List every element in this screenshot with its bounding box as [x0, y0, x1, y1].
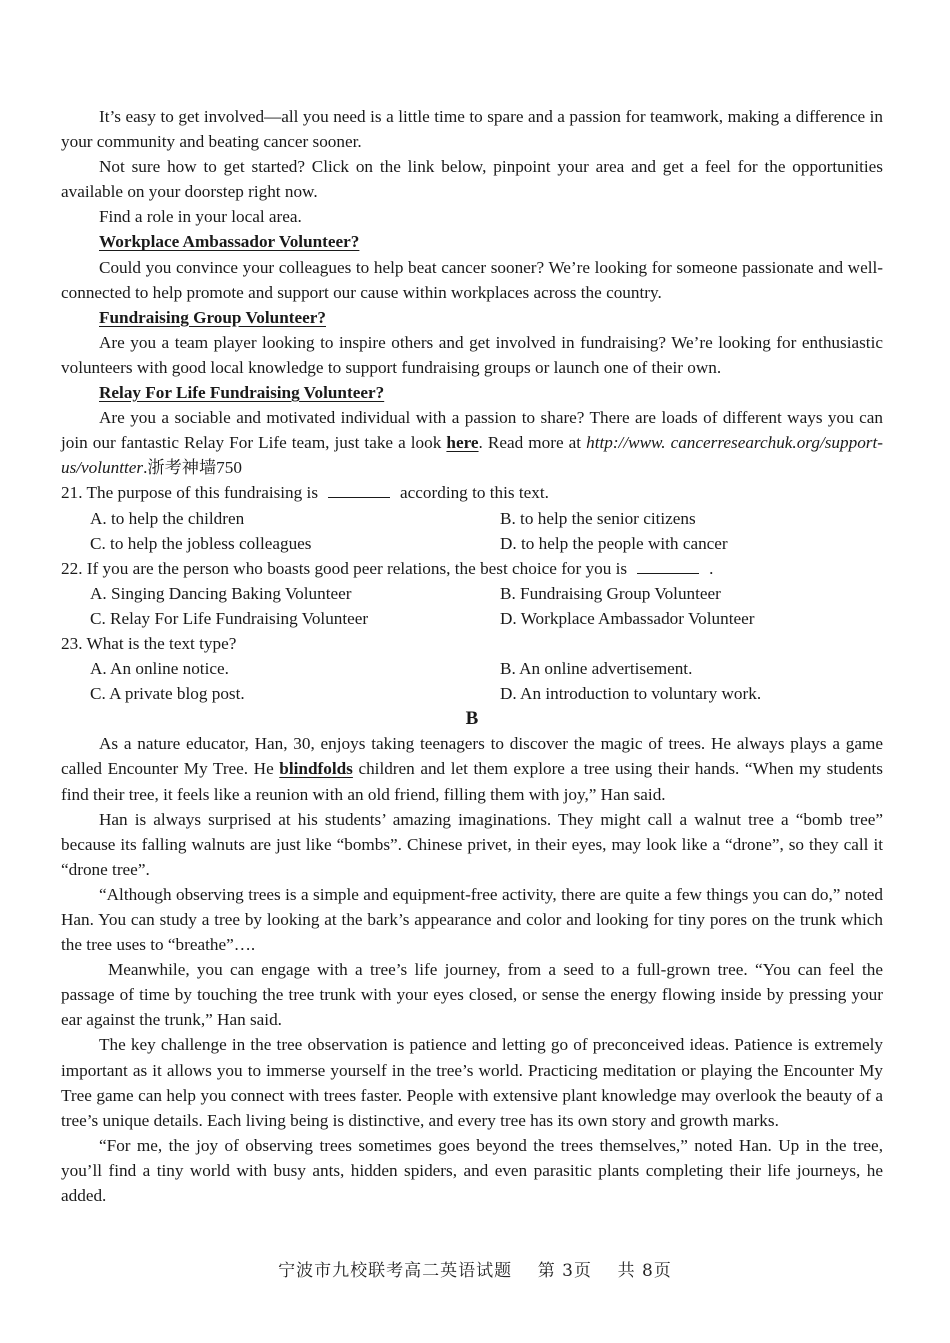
role-heading-fundraising-group: Fundraising Group Volunteer? — [99, 307, 326, 327]
options-row — [61, 581, 883, 606]
role-heading-workplace-ambassador: Workplace Ambassador Volunteer? — [99, 232, 360, 252]
role-heading-relay-for-life: Relay For Life Fundraising Volunteer? — [99, 383, 385, 403]
page-footer — [0, 1256, 950, 1281]
options-row — [61, 506, 883, 531]
question-23: 23. What is the text type? — [61, 633, 237, 653]
intro-paragraph: It’s easy to get involved—all you need is a little time to spare and a passion for teamwork, making a difference in your community and beating cancer sooner. — [61, 107, 883, 152]
passage-b-paragraph: “Although observing trees is a simple and equipment-free activity, there are quite a few things you can do,” noted Han. You can study a tree by looking at the bark’s appearance and color and looking for tiny pores on the trunk which the tree uses to “breathe”…. — [61, 884, 883, 955]
passage-b-paragraph: Meanwhile, you can engage with a tree’s life journey, from a seed to a full-grown tree. “You can feel the passage of time by touching the tree trunk with your eyes closed, or sense the energy flowing inside by pressing your ear against the trunk,” Han said. — [61, 960, 883, 1030]
section-label: B — [465, 708, 479, 730]
options-row — [61, 656, 883, 681]
option-a: A. Singing Dancing Baking Volunteer — [90, 583, 352, 603]
question-22: 22. If you are the person who boasts good peer relations, the best choice for you is . — [61, 558, 714, 578]
intro-paragraph: Find a role in your local area. — [99, 207, 302, 227]
keyword-blindfolds: blindfolds — [279, 759, 353, 779]
option-a: A. An online notice. — [90, 659, 229, 679]
options-row — [61, 606, 883, 631]
option-c: C. Relay For Life Fundraising Volunteer — [90, 608, 369, 628]
exam-title: 宁波市九校联考高二英语试题 — [278, 1261, 513, 1281]
options-row — [61, 531, 883, 556]
option-a: A. to help the children — [90, 508, 245, 528]
page-number: 第 3页 — [537, 1261, 592, 1281]
passage-b-paragraph: Han is always surprised at his students’ amazing imaginations. They might call a walnut tree a “bomb tree” because its falling walnuts are just like “bombs”. Chinese privet, in their eyes, may look like a “drone”, so they call it “drone tree”. — [61, 809, 883, 879]
exam-page — [61, 104, 883, 1208]
option-b: B. to help the senior citizens — [500, 508, 696, 528]
option-d: D. An introduction to voluntary work. — [500, 684, 762, 704]
option-d: D. Workplace Ambassador Volunteer — [500, 608, 755, 628]
total-pages: 共 8页 — [617, 1261, 672, 1281]
option-c: C. A private blog post. — [90, 684, 245, 704]
passage-b-paragraph: The key challenge in the tree observation is patience and letting go of preconceived ideas. Patience is extremely important as it allows you to immerse yourself in the tree’s world. Practicing meditation or playing the Encounter My Tree game can help you connect with trees faster. People with extensive plant knowledge may overlook the beauty of a tree’s unique details. Each living being is distinctive, and every tree has its own story and growth marks. — [61, 1035, 883, 1130]
passage-b-paragraph: As a nature educator, Han, 30, enjoys taking teenagers to discover the magic of trees. He always plays a game called Encounter My Tree. He blindfolds children and let them explore a tree using their hands. “When my students find their tree, it feels like a reunion with an old friend, filling them with joy,” Han said. — [61, 734, 883, 804]
question-21: 21. The purpose of this fundraising is according to this text. — [61, 483, 549, 503]
options-row — [61, 681, 883, 706]
role-description: Could you convince your colleagues to help beat cancer sooner? We’re looking for someone passionate and well-connected to help promote and support our cause within workplaces across the country. — [61, 257, 883, 302]
option-b: B. Fundraising Group Volunteer — [500, 583, 721, 603]
role-description: Are you a team player looking to inspire others and get involved in fundraising? We’re looking for enthusiastic volunteers with good local knowledge to support fundraising groups or launch one of their own. — [61, 332, 883, 377]
url-text: http://www. cancerresearchuk.org/support-us/voluntter — [61, 433, 883, 478]
option-b: B. An online advertisement. — [500, 659, 693, 679]
role-description: Are you a sociable and motivated individual with a passion to share? There are loads of different ways you can join our fantastic Relay For Life team, just take a look here. Read more at http://www. cancerresearchuk.org/support-us/voluntter.浙考神墙750 — [61, 408, 883, 478]
answer-blank — [328, 483, 390, 498]
here-link[interactable]: here — [446, 433, 479, 453]
watermark-text: .浙考神墙750 — [143, 458, 242, 478]
option-d: D. to help the people with cancer — [500, 533, 728, 553]
intro-paragraph: Not sure how to get started? Click on the link below, pinpoint your area and get a feel for the opportunities available on your doorstep right now. — [61, 157, 883, 202]
passage-b-paragraph: “For me, the joy of observing trees sometimes goes beyond the trees themselves,” noted Han. Up in the tree, you’ll find a tiny world with busy ants, hidden spiders, and even parasitic plants completing their life journeys, he added. — [61, 1135, 883, 1206]
option-c: C. to help the jobless colleagues — [90, 533, 312, 553]
answer-blank — [637, 559, 699, 574]
